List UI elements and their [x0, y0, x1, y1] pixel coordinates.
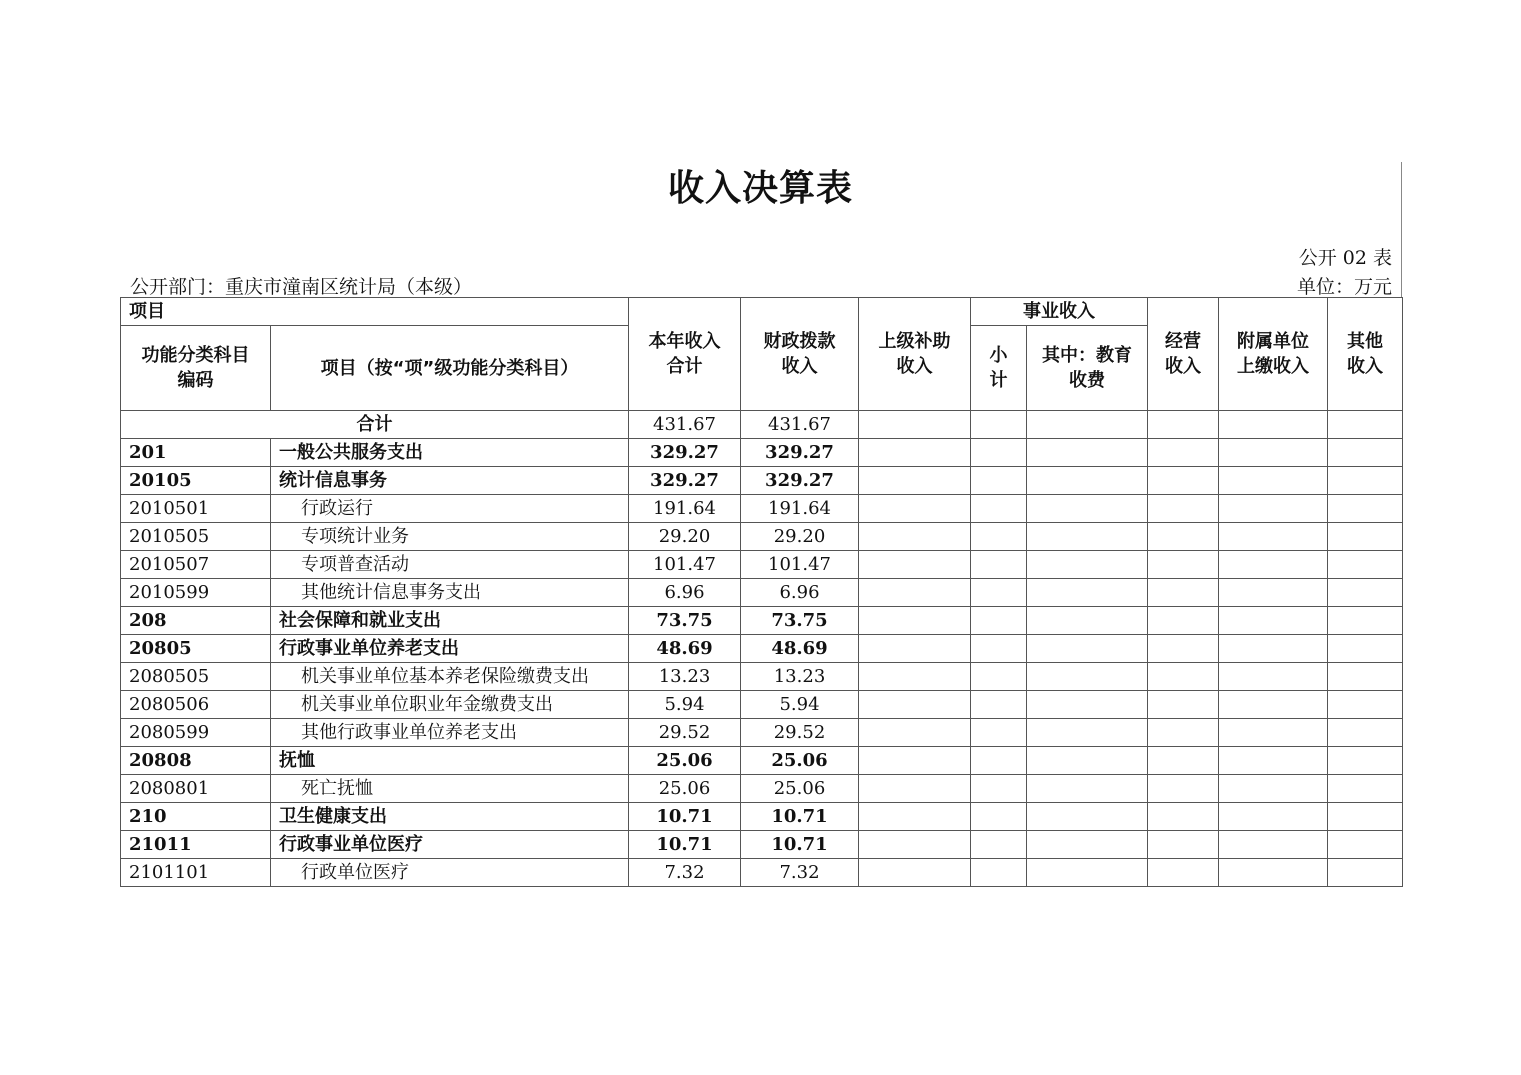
- table-row-total: [121, 411, 1403, 439]
- empty-cell: [859, 775, 971, 803]
- row-name: 行政单位医疗: [271, 859, 629, 887]
- empty-cell: [1328, 663, 1403, 691]
- empty-cell: [971, 551, 1027, 579]
- row-total: 48.69: [629, 635, 741, 663]
- row-code: 2080506: [121, 691, 271, 719]
- empty-cell: [1219, 467, 1328, 495]
- empty-cell: [859, 691, 971, 719]
- empty-cell: [1027, 551, 1148, 579]
- row-code: 20808: [121, 747, 271, 775]
- empty-cell: [1219, 831, 1328, 859]
- empty-cell: [1219, 663, 1328, 691]
- empty-cell: [859, 663, 971, 691]
- empty-cell: [1148, 551, 1219, 579]
- table-row: [121, 859, 1403, 887]
- row-fiscal: 25.06: [741, 775, 859, 803]
- row-fiscal: 191.64: [741, 495, 859, 523]
- table-row: [121, 579, 1403, 607]
- empty-cell: [971, 635, 1027, 663]
- header-business-group: 事业收入: [971, 298, 1148, 326]
- empty-cell: [859, 439, 971, 467]
- total-label: 合计: [121, 411, 629, 439]
- empty-cell: [1328, 551, 1403, 579]
- empty-cell: [1027, 663, 1148, 691]
- empty-cell: [1219, 747, 1328, 775]
- divider-line: [1401, 162, 1402, 298]
- row-fiscal: 29.52: [741, 719, 859, 747]
- empty-cell: [1148, 467, 1219, 495]
- row-fiscal: 329.27: [741, 467, 859, 495]
- empty-cell: [1148, 523, 1219, 551]
- row-name: 机关事业单位基本养老保险缴费支出: [271, 663, 629, 691]
- table-row: [121, 523, 1403, 551]
- row-code: 208: [121, 607, 271, 635]
- empty-cell: [1219, 635, 1328, 663]
- row-fiscal: 6.96: [741, 579, 859, 607]
- row-name: 行政事业单位医疗: [271, 831, 629, 859]
- empty-cell: [1328, 859, 1403, 887]
- empty-cell: [1027, 439, 1148, 467]
- empty-cell: [1148, 747, 1219, 775]
- row-fiscal: 7.32: [741, 859, 859, 887]
- empty-cell: [1219, 691, 1328, 719]
- row-name: 行政事业单位养老支出: [271, 635, 629, 663]
- row-fiscal: 73.75: [741, 607, 859, 635]
- empty-cell: [971, 663, 1027, 691]
- empty-cell: [1148, 775, 1219, 803]
- row-name: 其他行政事业单位养老支出: [271, 719, 629, 747]
- empty-cell: [1328, 467, 1403, 495]
- empty-cell: [1027, 803, 1148, 831]
- empty-cell: [1148, 859, 1219, 887]
- empty-cell: [1328, 439, 1403, 467]
- empty-cell: [971, 523, 1027, 551]
- empty-cell: [971, 607, 1027, 635]
- empty-cell: [971, 495, 1027, 523]
- empty-cell: [1027, 467, 1148, 495]
- empty-cell: [1328, 803, 1403, 831]
- empty-cell: [859, 859, 971, 887]
- header-affiliated: 附属单位 上缴收入: [1219, 298, 1328, 411]
- row-fiscal: 329.27: [741, 439, 859, 467]
- row-total: 29.52: [629, 719, 741, 747]
- row-fiscal: 10.71: [741, 831, 859, 859]
- row-name: 社会保障和就业支出: [271, 607, 629, 635]
- empty-cell: [1219, 775, 1328, 803]
- empty-cell: [1328, 831, 1403, 859]
- row-total: 329.27: [629, 467, 741, 495]
- row-code: 2080599: [121, 719, 271, 747]
- empty-cell: [1219, 439, 1328, 467]
- empty-cell: [1027, 691, 1148, 719]
- form-number: 公开 02 表: [1298, 247, 1392, 269]
- header-project: 项目: [121, 298, 629, 326]
- empty-cell: [1328, 747, 1403, 775]
- empty-cell: [1027, 831, 1148, 859]
- income-table: [120, 297, 1403, 887]
- empty-cell: [1219, 607, 1328, 635]
- empty-cell: [1027, 579, 1148, 607]
- row-code: 2101101: [121, 859, 271, 887]
- row-fiscal: 48.69: [741, 635, 859, 663]
- empty-cell: [1328, 523, 1403, 551]
- empty-cell: [971, 467, 1027, 495]
- table-row: [121, 439, 1403, 467]
- empty-cell: [1148, 719, 1219, 747]
- empty-cell: [859, 635, 971, 663]
- row-name: 一般公共服务支出: [271, 439, 629, 467]
- row-code: 210: [121, 803, 271, 831]
- empty-cell: [1148, 607, 1219, 635]
- row-code: 2010507: [121, 551, 271, 579]
- row-name: 行政运行: [271, 495, 629, 523]
- empty-cell: [1148, 439, 1219, 467]
- row-code: 20805: [121, 635, 271, 663]
- table-row: [121, 551, 1403, 579]
- row-total: 7.32: [629, 859, 741, 887]
- empty-cell: [1328, 719, 1403, 747]
- row-total: 25.06: [629, 747, 741, 775]
- header-code: 功能分类科目 编码: [121, 326, 271, 411]
- table-row: [121, 831, 1403, 859]
- row-code: 201: [121, 439, 271, 467]
- row-fiscal: 5.94: [741, 691, 859, 719]
- empty-cell: [1148, 803, 1219, 831]
- row-fiscal: 101.47: [741, 551, 859, 579]
- empty-cell: [1219, 719, 1328, 747]
- table-row: [121, 663, 1403, 691]
- empty-cell: [971, 747, 1027, 775]
- empty-cell: [1027, 859, 1148, 887]
- row-fiscal: 25.06: [741, 747, 859, 775]
- row-fiscal: 10.71: [741, 803, 859, 831]
- row-total: 101.47: [629, 551, 741, 579]
- row-total: 10.71: [629, 831, 741, 859]
- empty-cell: [1219, 495, 1328, 523]
- row-total: 73.75: [629, 607, 741, 635]
- row-fiscal: 13.23: [741, 663, 859, 691]
- table-row: [121, 719, 1403, 747]
- row-total: 6.96: [629, 579, 741, 607]
- empty-cell: [1219, 523, 1328, 551]
- department-label: 公开部门：重庆市潼南区统计局（本级）: [130, 276, 473, 298]
- header-edu: 其中：教育 收费: [1027, 326, 1148, 411]
- empty-cell: [1328, 775, 1403, 803]
- empty-cell: [859, 579, 971, 607]
- unit-label: 单位：万元: [1296, 276, 1392, 298]
- empty-cell: [971, 719, 1027, 747]
- table-row: [121, 747, 1403, 775]
- row-code: 20105: [121, 467, 271, 495]
- header-fiscal: 财政拨款 收入: [741, 298, 859, 411]
- empty-cell: [1328, 691, 1403, 719]
- empty-cell: [859, 719, 971, 747]
- empty-cell: [859, 467, 971, 495]
- empty-cell: [859, 607, 971, 635]
- empty-cell: [1027, 523, 1148, 551]
- table-row: [121, 495, 1403, 523]
- row-total: 29.20: [629, 523, 741, 551]
- table-row: [121, 775, 1403, 803]
- row-code: 2080801: [121, 775, 271, 803]
- empty-cell: [1027, 635, 1148, 663]
- table-row: [121, 467, 1403, 495]
- empty-cell: [1027, 775, 1148, 803]
- empty-cell: [971, 579, 1027, 607]
- row-name: 死亡抚恤: [271, 775, 629, 803]
- empty-cell: [859, 551, 971, 579]
- table-row: [121, 803, 1403, 831]
- row-name: 专项统计业务: [271, 523, 629, 551]
- row-code: 2080505: [121, 663, 271, 691]
- empty-cell: [971, 691, 1027, 719]
- row-name: 其他统计信息事务支出: [271, 579, 629, 607]
- row-code: 2010501: [121, 495, 271, 523]
- empty-cell: [1027, 747, 1148, 775]
- empty-cell: [1148, 579, 1219, 607]
- empty-cell: [1148, 495, 1219, 523]
- empty-cell: [1148, 635, 1219, 663]
- empty-cell: [1027, 719, 1148, 747]
- row-name: 机关事业单位职业年金缴费支出: [271, 691, 629, 719]
- header-name: 项目（按“项”级功能分类科目）: [271, 326, 629, 411]
- empty-cell: [1219, 803, 1328, 831]
- empty-cell: [971, 439, 1027, 467]
- row-name: 卫生健康支出: [271, 803, 629, 831]
- row-name: 抚恤: [271, 747, 629, 775]
- empty-cell: [1148, 831, 1219, 859]
- table-row: [121, 691, 1403, 719]
- fiscal-value: 431.67: [741, 411, 859, 439]
- row-total: 5.94: [629, 691, 741, 719]
- row-code: 2010505: [121, 523, 271, 551]
- header-total: 本年收入 合计: [629, 298, 741, 411]
- row-name: 专项普查活动: [271, 551, 629, 579]
- total-value: 431.67: [629, 411, 741, 439]
- empty-cell: [1328, 495, 1403, 523]
- empty-cell: [1328, 635, 1403, 663]
- row-code: 2010599: [121, 579, 271, 607]
- row-fiscal: 29.20: [741, 523, 859, 551]
- row-name: 统计信息事务: [271, 467, 629, 495]
- empty-cell: [971, 803, 1027, 831]
- empty-cell: [971, 831, 1027, 859]
- header-operating: 经营 收入: [1148, 298, 1219, 411]
- empty-cell: [859, 495, 971, 523]
- empty-cell: [859, 831, 971, 859]
- empty-cell: [859, 803, 971, 831]
- page-title: 收入决算表: [667, 168, 853, 209]
- empty-cell: [1148, 691, 1219, 719]
- empty-cell: [971, 859, 1027, 887]
- table-row: [121, 635, 1403, 663]
- row-total: 13.23: [629, 663, 741, 691]
- table-row: [121, 607, 1403, 635]
- empty-cell: [1027, 607, 1148, 635]
- empty-cell: [1148, 663, 1219, 691]
- empty-cell: [1027, 495, 1148, 523]
- row-total: 25.06: [629, 775, 741, 803]
- header-other: 其他 收入: [1328, 298, 1403, 411]
- row-total: 191.64: [629, 495, 741, 523]
- row-total: 10.71: [629, 803, 741, 831]
- header-subtotal: 小 计: [971, 326, 1027, 411]
- row-total: 329.27: [629, 439, 741, 467]
- header-superior: 上级补助 收入: [859, 298, 971, 411]
- empty-cell: [859, 747, 971, 775]
- empty-cell: [1219, 551, 1328, 579]
- row-code: 21011: [121, 831, 271, 859]
- empty-cell: [1328, 579, 1403, 607]
- empty-cell: [1219, 859, 1328, 887]
- empty-cell: [1328, 607, 1403, 635]
- empty-cell: [1219, 579, 1328, 607]
- empty-cell: [859, 523, 971, 551]
- empty-cell: [971, 775, 1027, 803]
